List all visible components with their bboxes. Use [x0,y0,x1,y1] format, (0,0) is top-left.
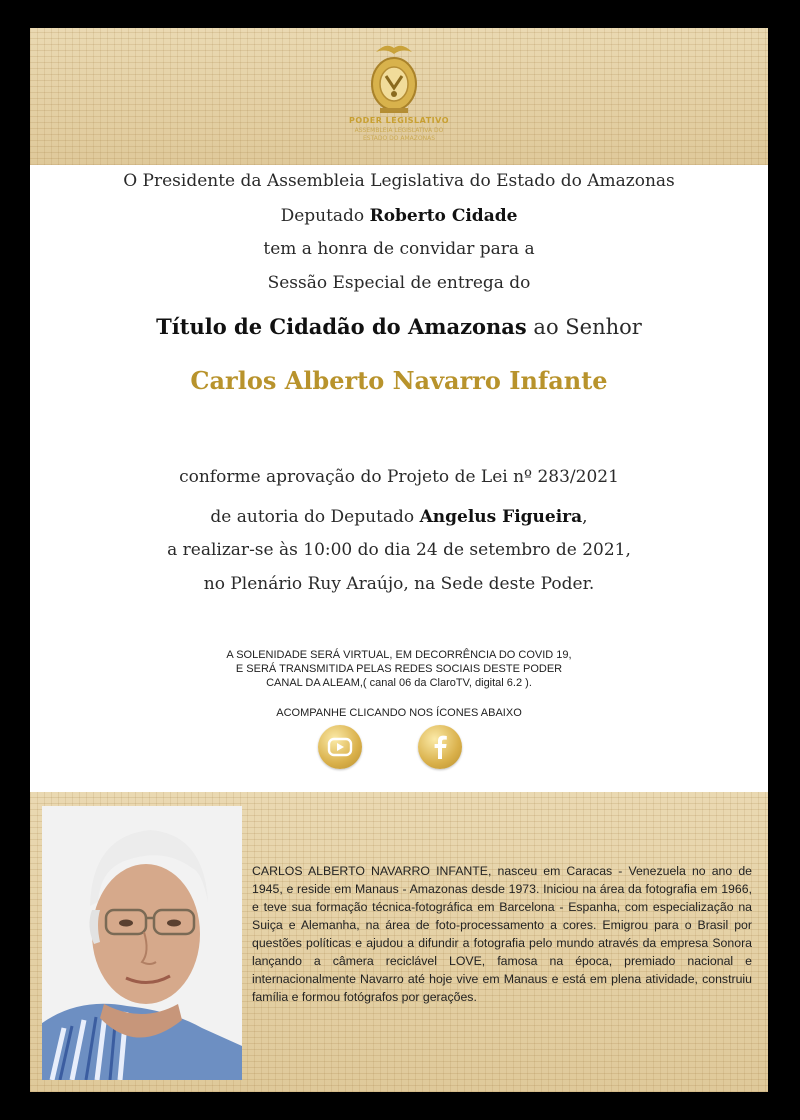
bio-panel [30,792,768,1092]
notice-line: A SOLENIDADE SERÁ VIRTUAL, EM DECORRÊNCIA DO COVID 19, [226,649,572,661]
title-line [30,314,768,339]
deputy-line [30,206,768,226]
poder-legislativo-subtitle: ESTADO DO AMAZONAS [362,135,436,142]
deputy-prefix: Deputado [280,206,370,226]
title-suffix: ao Senhor [526,315,642,339]
notice-cta: ACOMPANHE CLICANDO NOS ÍCONES ABAIXO [276,707,522,719]
facebook-button[interactable] [418,725,462,769]
author-line [30,507,768,527]
honor-line: tem a honra de convidar para a [263,239,535,259]
session-line: Sessão Especial de entrega do [267,273,531,293]
notice-line: E SERÁ TRANSMITIDA PELAS REDES SOCIAIS DESTE PODER [235,663,563,675]
youtube-button[interactable] [318,725,362,769]
facebook-icon [418,725,462,769]
author-suffix: , [582,507,588,527]
author-prefix: de autoria do Deputado [210,507,420,527]
title-name: Título de Cidadão do Amazonas [156,314,527,339]
poder-legislativo-subtitle: ASSEMBLEIA LEGISLATIVA DO [354,127,444,134]
author-name: Angelus Figueira [419,507,583,527]
portrait-illustration [42,806,242,1080]
notice-line: CANAL DA ALEAM,( canal 06 da ClaroTV, digital 6.2 ). [266,677,532,689]
portrait-photo [42,806,242,1080]
bio-text: CARLOS ALBERTO NAVARRO INFANTE, nasceu em Caracas - Venezuela no ano de 1945, e reside em Manaus - Amazonas desde 1973. Iniciou na área da fotografia em 1966, e teve sua formação técnica-fotográfica em Barcelona - Espanha, com especialização na Suiça e Alemanha, na área de foto-processamento a cores. Emigrou para o Brasil por questões políticas e ajudou a difundir a fotografia pelo mundo através da empresa Sonora lançando a câmera reciclável LOVE, famosa na época, premiado nacional e internacionalmente Navarro até hoje vive em Manaus e está em plena atividade, construiu família e formou fotógrafos por gerações. [252,864,752,1004]
president-line: O Presidente da Assembleia Legislativa do Estado do Amazonas [123,171,675,191]
poder-legislativo-title: PODER LEGISLATIVO [348,116,450,125]
honoree-name: Carlos Alberto Navarro Infante [190,366,608,395]
date-line: a realizar-se às 10:00 do dia 24 de setembro de 2021, [167,540,631,560]
youtube-icon [318,725,362,769]
state-coat-of-arms-icon [366,38,422,116]
header-banner [30,28,768,165]
law-line: conforme aprovação do Projeto de Lei nº 283/2021 [179,467,619,487]
deputy-name: Roberto Cidade [369,206,518,226]
venue-line: no Plenário Ruy Araújo, na Sede deste Poder. [203,574,595,594]
invitation-card [30,28,768,1092]
